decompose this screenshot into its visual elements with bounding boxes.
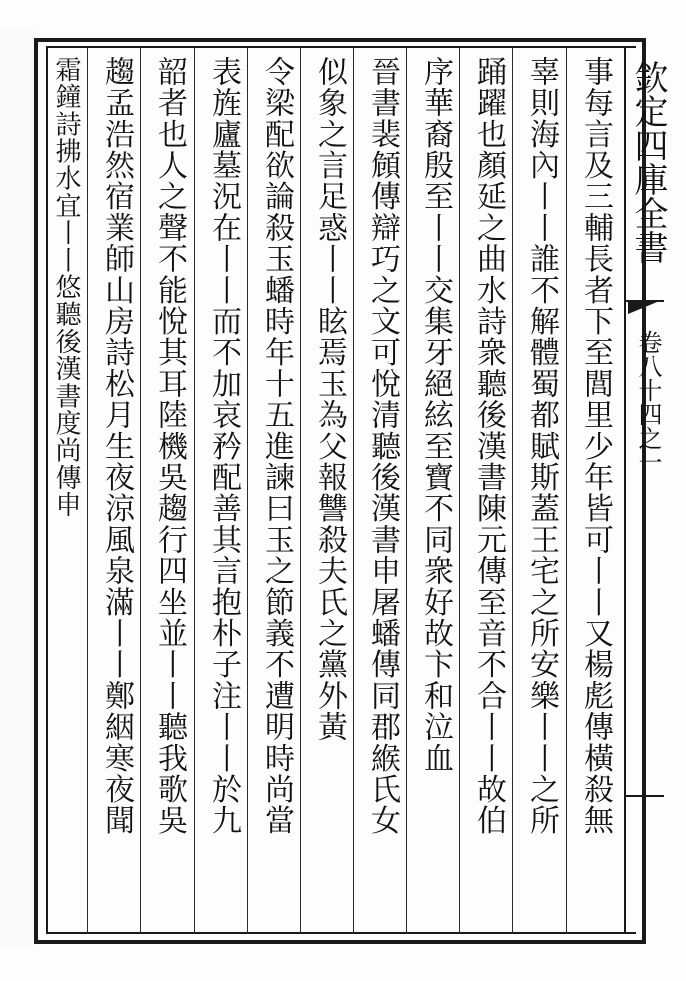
text-column-1: 事每言及三輔長者下至閭里少年皆可丨丨又楊彪傳橫殺無 [578,56,613,836]
text-column-8: 表旌廬墓況在丨丨而不加哀矜配善其言抱朴子注丨丨於九 [206,56,241,836]
text-column-7: 令梁配欲論殺玉蟠時年十五進諫曰玉之節義不遭明時尚當 [259,56,294,836]
text-column-6: 似象之言足惑丨丨眩焉玉為父報讐殺夫氏之黨外黃 [312,56,347,743]
column-rule [300,46,301,934]
column-rule [353,46,354,934]
column-rule [512,46,513,934]
text-column-3: 踊躍也顏延之曲水詩衆聽後漢書陳元傳至音不合丨丨故伯 [471,56,506,836]
text-column-4: 序華裔殷至丨丨交集牙絕絃至寶不同衆好故卞和泣血 [418,56,453,774]
column-rule [566,46,567,934]
fish-tail-mark [628,300,662,314]
column-rule [194,46,195,934]
series-title: 欽定四庫全書 [628,60,668,264]
column-rule [247,46,248,934]
text-column-2: 辜則海內丨丨誰不解體蜀都賦斯蓋王宅之所安樂丨丨之所 [524,56,559,836]
column-rule [406,46,407,934]
text-column-5: 晉書裴頠傳辯巧之文可悅清聽後漢書申屠蟠傳同郡緱氏女 [365,56,400,836]
page-edge [0,30,34,950]
text-column-11: 霜鐘詩拂水宜丨丨悠聽後漢書度尚傳申 [51,56,81,519]
text-column-9: 韶者也人之聲不能悅其耳陸機吳趨行四坐並丨丨聽我歌吳 [152,56,187,836]
lower-margin-rule [624,795,664,797]
volume-label: 卷八十四之一 [634,330,662,474]
column-rule [140,46,141,934]
column-rule [87,46,88,934]
column-rule [459,46,460,934]
text-column-10: 趨孟浩然宿業師山房詩松月生夜涼風泉滿丨丨鄭絪寒夜聞 [99,56,134,836]
